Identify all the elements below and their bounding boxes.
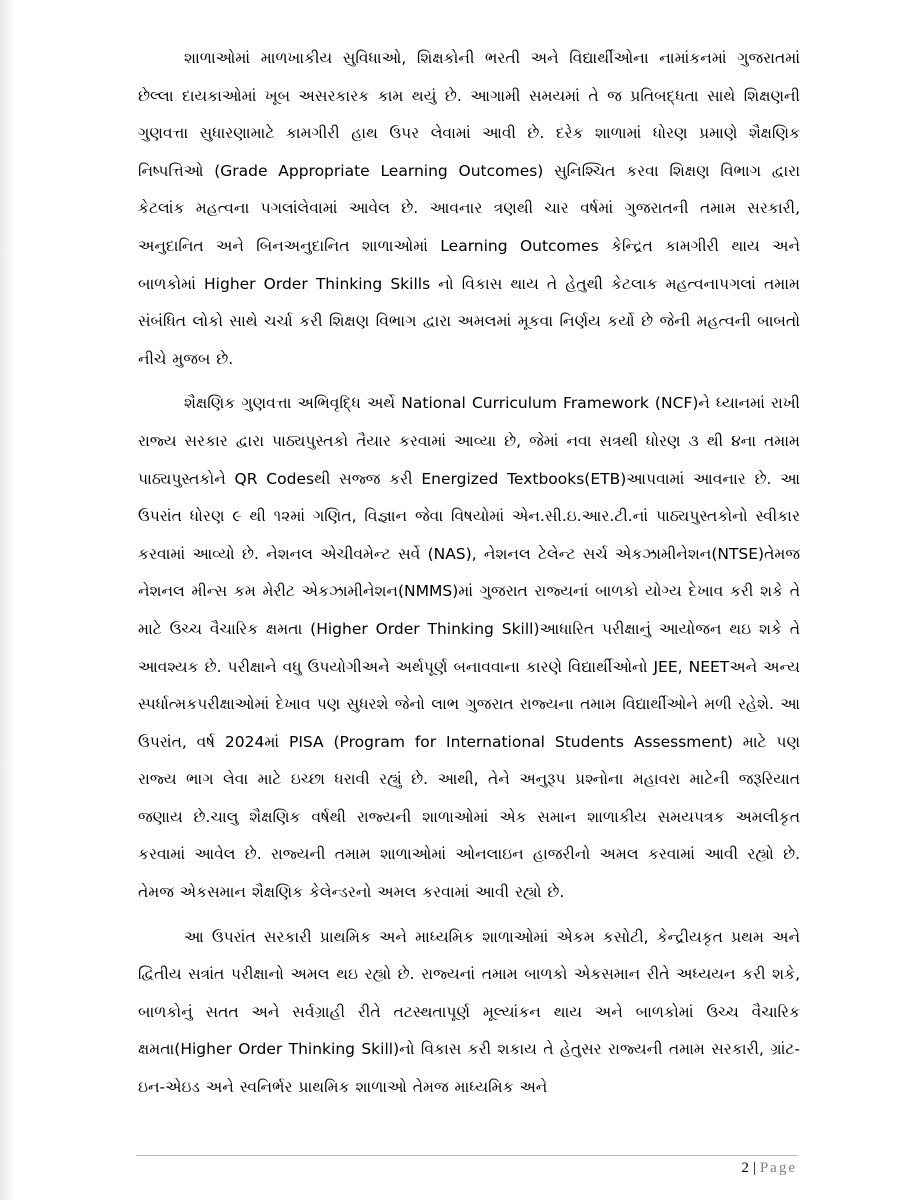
page-edge-shadow [0, 0, 14, 1200]
footer-separator: | [752, 1160, 756, 1176]
footer-divider [136, 1155, 798, 1156]
document-body [138, 40, 800, 1107]
paragraph-assessment: આ ઉપરાંત સરકારી પ્રાથમિક અને માધ્યમિક શાળાઓમાં એકમ કસોટી, કેન્દ્રીયકૃત પ્રથમ અને દ્વિતીય સત્રાંત પરીક્ષાનો અમલ થઇ રહ્યો છે. રાજ્યનાં તમામ બાળકો એકસમાન રીતે અધ્યયન કરી શકે, બાળકોનું સતત અને સર્વગ્રાહી રીતે તટસ્થતાપૂર્ણ મૂલ્યાંકન થાય અને બાળકોમાં ઉચ્ચ વૈચારિક ક્ષમતા(Higher Order Thinking Skill)નો વિકાસ કરી શકાય તે હેતુસર રાજ્યની તમામ સરકારી, ગ્રાંટ-ઇન-એઇડ અને સ્વનિર્ભર પ્રાથમિક શાળાઓ તેમજ માધ્યમિક અને [138, 927, 800, 1097]
paragraph-textbooks: શૈક્ષણિક ગુણવત્તા અભિવૃદ્ધિ અર્થે National Curriculum Framework (NCF)ને ધ્યાનમાં રાખી રાજ્ય સરકાર દ્વારા પાઠ્યપુસ્તકો તૈયાર કરવામાં આવ્યા છે, જેમાં નવા સત્રથી ધોરણ ૩ થી ૪ના તમામ પાઠ્યપુસ્તકોને QR Codesથી સજ્જ કરી Energized Textbooks(ETB)આપવામાં આવનાર છે. આ ઉપરાંત ધોરણ ૯ થી ૧૨માં ગણિત, વિજ્ઞાન જેવા વિષયોમાં એન.સી.ઇ.આર.ટી.નાં પાઠ્યપુસ્તકોનો સ્વીકાર કરવામાં આવ્યો છે. નેશનલ એચીવમેન્ટ સર્વે (NAS), નેશનલ ટેલેન્ટ સર્ચ એકઝામીનેશન(NTSE)તેમજ નેશનલ મીન્સ કમ મેરીટ એકઝામીનેશન(NMMS)માં ગુજરાત રાજ્યનાં બાળકો યોગ્ય દેખાવ કરી શકે તે માટે ઉચ્ચ વૈચારિક ક્ષમતા (Higher Order Thinking Skill)આધારિત પરીક્ષાનું આયોજન થઇ શકે તે આવશ્યક છે. પરીક્ષાને વધુ ઉપયોગીઅને અર્થપૂર્ણ બનાવવાના કારણે વિદ્યાર્થીઓનો JEE, NEETઅને અન્ય સ્પર્ધાત્મકપરીક્ષાઓમાં દેખાવ પણ સુધરશે જેનો લાભ ગુજરાત રાજ્યના તમામ વિદ્યાર્થીઓને મળી રહેશે. આ ઉપરાંત, વર્ષ 2024માં PISA (Program for International Students Assessment) માટે પણ રાજ્ય ભાગ લેવા માટે ઇચ્છા ધરાવી રહ્યું છે. આથી, તેને અનુરૂપ પ્રશ્નોના મહાવરા માટેની જરૂરિયાત જણાય છે.ચાલુ શૈક્ષણિક વર્ષથી રાજ્યની શાળાઓમાં એક સમાન શાળાકીય સમયપત્રક અમલીકૃત કરવામાં આવેલ છે. રાજ્યની તમામ શાળાઓમાં ઓનલાઇન હાજરીનો અમલ કરવામાં આવી રહ્યો છે. તેમજ એકસમાન શૈક્ષણિક કેલેન્ડરનો અમલ કરવામાં આવી રહ્યો છે. [138, 394, 800, 902]
page-label: Page [759, 1160, 797, 1176]
page-footer [741, 1160, 797, 1177]
page-number: 2 [741, 1160, 749, 1176]
paragraph-infrastructure: શાળાઓમાં માળખાકીય સુવિધાઓ, શિક્ષકોની ભરતી અને વિદ્યાર્થીઓના નામાંકનમાં ગુજરાતમાં છેલ્લા દાયકાઓમાં ખૂબ અસરકારક કામ થયું છે. આગામી સમયમાં તે જ પ્રતિબદ્ધતા સાથે શિક્ષણની ગુણવત્તા સુધારણામાટે કામગીરી હાથ ઉપર લેવામાં આવી છે. દરેક શાળામાં ધોરણ પ્રમાણે શૈક્ષણિક નિષ્પત્તિઓ (Grade Appropriate Learning Outcomes) સુનિશ્ચિત કરવા શિક્ષણ વિભાગ દ્વારા કેટલાંક મહત્વના પગલાંલેવામાં આવેલ છે. આવનાર ત્રણથી ચાર વર્ષમાં ગુજરાતની તમામ સરકારી, અનુદાનિત અને બિનઅનુદાનિત શાળાઓમાં Learning Outcomes કેન્દ્રિત કામગીરી થાય અને બાળકોમાં Higher Order Thinking Skills નો વિકાસ થાય તે હેતુથી કેટલાક મહત્વનાપગલાં તમામ સંબંધિત લોકો સાથે ચર્ચા કરી શિક્ષણ વિભાગ દ્વારા અમલમાં મૂકવા નિર્ણય કર્યો છે જેની મહત્વની બાબતો નીચે મુજબ છે. [138, 49, 800, 368]
